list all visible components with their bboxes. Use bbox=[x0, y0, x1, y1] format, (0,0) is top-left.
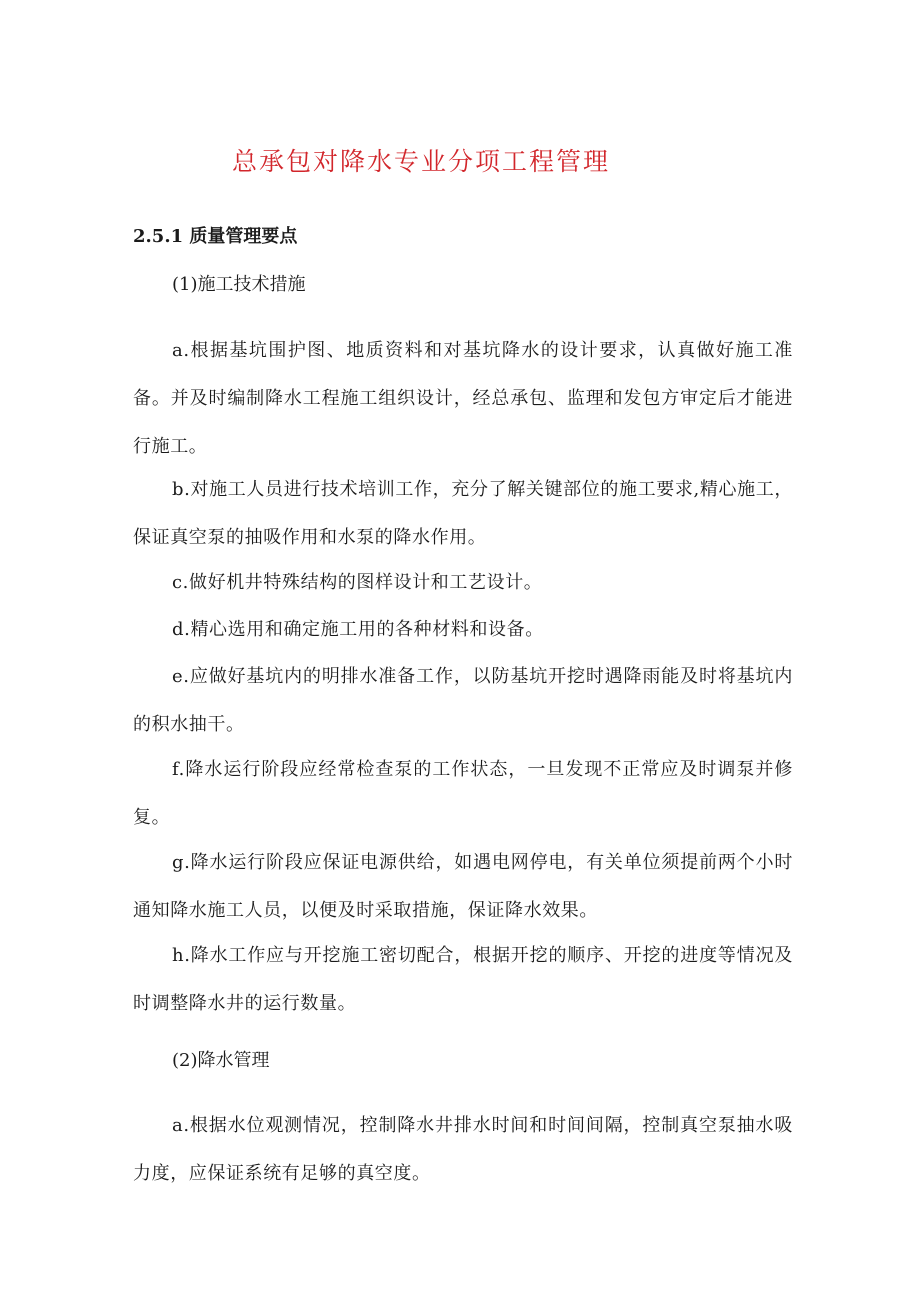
paragraph-h: h.降水工作应与开挖施工密切配合，根据开挖的顺序、开挖的进度等情况及时调整降水井的运行数量。 bbox=[133, 945, 793, 1014]
paragraph-e: e.应做好基坑内的明排水准备工作，以防基坑开挖时遇降雨能及时将基坑内的积水抽干。 bbox=[133, 666, 793, 735]
paragraph-a: a.根据基坑围护图、地质资料和对基坑降水的设计要求，认真做好施工准备。并及时编制降水工程施工组织设计，经总承包、监理和发包方审定后才能进行施工。 bbox=[133, 340, 793, 457]
paragraph-2a: a.根据水位观测情况，控制降水井排水时间和时间间隔，控制真空泵抽水吸力度，应保证系统有足够的真空度。 bbox=[133, 1115, 793, 1184]
section-heading: 2.5.1 质量管理要点 bbox=[133, 226, 298, 247]
subsection-heading-dewatering-management: (2)降水管理 bbox=[172, 1050, 270, 1071]
paragraph-d: d.精心选用和确定施工用的各种材料和设备。 bbox=[172, 619, 544, 640]
paragraph-f: f.降水运行阶段应经常检查泵的工作状态，一旦发现不正常应及时调泵并修复。 bbox=[133, 759, 793, 828]
document-title: 总承包对降水专业分项工程管理 bbox=[232, 147, 611, 176]
paragraph-g: g.降水运行阶段应保证电源供给，如遇电网停电，有关单位须提前两个小时通知降水施工人员，以便及时采取措施，保证降水效果。 bbox=[133, 852, 793, 921]
paragraph-b: b.对施工人员进行技术培训工作，充分了解关键部位的施工要求,精心施工，保证真空泵的抽吸作用和水泵的降水作用。 bbox=[133, 479, 793, 548]
subsection-heading-construction-measures: (1)施工技术措施 bbox=[172, 274, 306, 295]
paragraph-c: c.做好机井特殊结构的图样设计和工艺设计。 bbox=[172, 572, 543, 593]
